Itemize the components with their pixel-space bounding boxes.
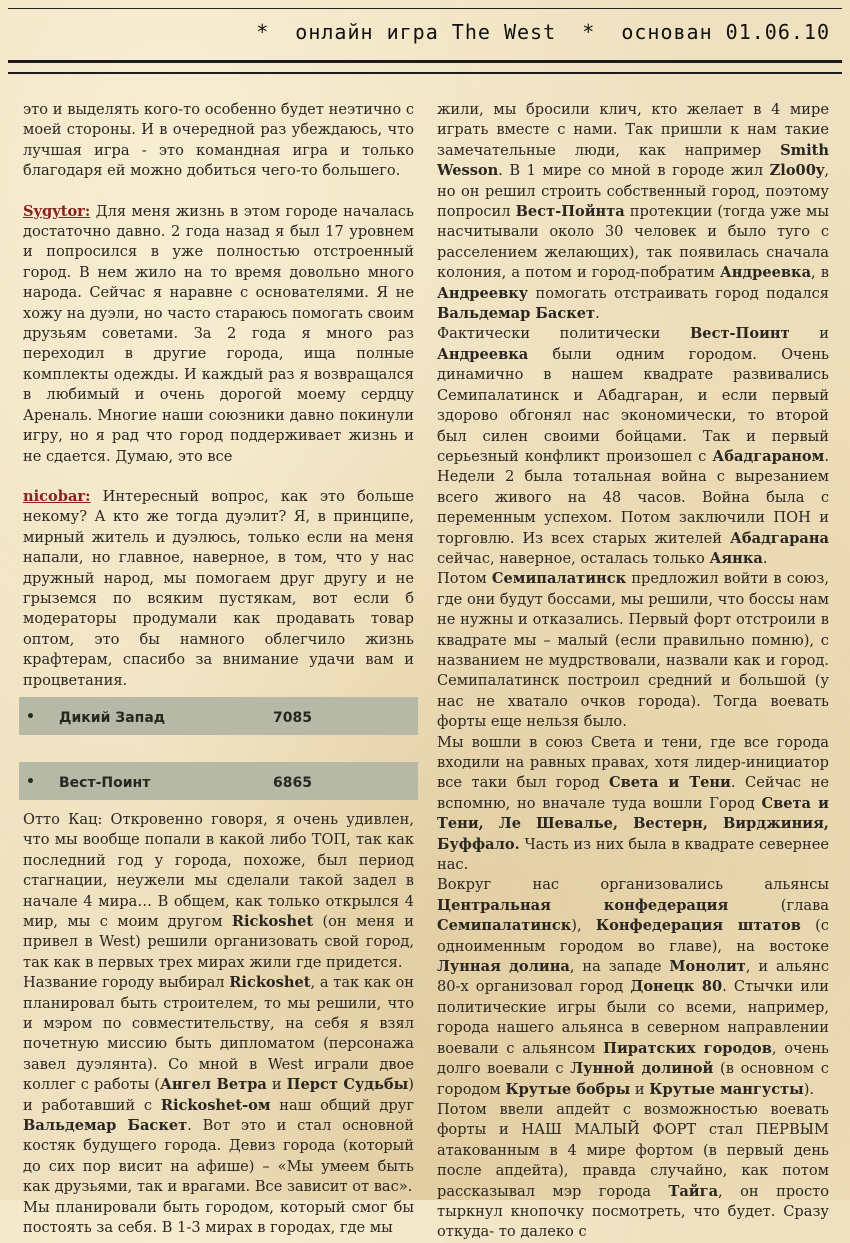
neighbors-paragraph: Вокруг нас организовались альянсы Центральная конфедерация (глава Семипалатинск), Конфедерация штатов (с одноименным городом во главе), на востоке Лунная долина, на западе Монолит, и альянс 80-х организовал город Донецк 80. Стычки или политические игры были со всеми, например, города нашего альянса в северном направлении воевали с альянсом Пиратских городов, очень долго воевали с Лунной долиной (в основном с городом Крутые бобры и Крутые мангусты). xyxy=(437,876,829,1098)
left-column xyxy=(23,100,414,1239)
politics-paragraph: Фактически политически Вест-Поинт и Андреевка были одним городом. Очень динамично в нашем квадрате развивались Семипалатинск и Абадгаран, и если первый здорово обгонял нас экономически, то второй был силен своими бойцами. Так и первый серьезный конфликт произошел с Абадгараном. Недели 2 была тотальная война с вырезанием всего живого на 48 часов. Война была с переменным успехом. Потом заключили ПОН и торговлю. Из всех старых жителей Абадгарана сейчас, наверное, осталась только Аянка. xyxy=(437,325,829,567)
page-header xyxy=(0,0,850,78)
ranking-town-name: Вест-Поинт xyxy=(59,774,151,791)
otto-paragraph: Отто Кац: Откровенно говоря, я очень удивлен, что мы вообще попали в какой либо ТОП, так как последний год у города, похоже, был период стагнации, неужели мы сделали такой задел в начале 4 мира… В общем, как только открылся 4 мир, мы с моим другом Rickoshet (он меня и привел в West) решили организовать свой город, так как в первых трех мирах жили где придется. xyxy=(23,810,414,971)
ranking-score: 7085 xyxy=(273,709,312,726)
naming-paragraph: Название городу выбирал Rickoshet, а так как он планировал быть строителем, то мы решили, что и мэром по совместительству, на себя я взял почетную миссию быть дипломатом (персонажа завел дуэлянта). Со мной в West играли двое коллег с работы (Ангел Ветра и Перст Судьбы) и работавший с Rickoshet-ом наш общий друг Вальдемар Баскет. Вот это и стал основной костяк будущего города. Девиз города (который до сих пор висит на афише) – «Мы умеем быть как друзьями, так и врагами. Все зависит от вас». xyxy=(23,974,414,1196)
header-top-rule xyxy=(8,8,842,9)
bullet-icon: • xyxy=(26,708,35,725)
alliance-paragraph: Мы вошли в союз Света и тени, где все города входили на равных правах, хотя лидер-инициатор все таки был город Света и Тени. Сейчас не вспомню, но вначале туда вошли Город Света и Тени, Ле Шевалье, Вестерн, Вирджиния, Буффало. Часть из них была в квадрате севернее нас. xyxy=(437,733,829,874)
header-thick-rule xyxy=(8,60,842,63)
header-bottom-rule xyxy=(8,72,842,74)
ranking-row xyxy=(19,697,418,735)
right-column xyxy=(437,100,829,1243)
ranking-town-name: Дикий Запад xyxy=(59,709,166,726)
nicobar-paragraph: nicobar: Интересный вопрос, как это больше некому? А кто же тогда дуэлит? Я, в принципе, мирный житель и дуэлюсь, только если на меня напали, но главное, наверное, в том, что у нас дружный народ, мы помогаем друг другу и не грыземся по всяким пустякам, вот если б модераторы продумали как продавать товар оптом, это бы намного облегчило жизнь крафтерам, спасибо за внимание удачи вам и процветания. xyxy=(23,487,414,689)
author-nick-sygytor[interactable]: Sygytor: xyxy=(23,202,91,220)
header-title: * онлайн игра The West * основан 01.06.10 xyxy=(256,20,830,44)
ranking-row xyxy=(19,762,418,800)
author-nick-nicobar[interactable]: nicobar: xyxy=(23,487,91,505)
intro-paragraph: это и выделять кого-то особенно будет неэтично с моей стороны. И в очередной раз убеждаюсь, что лучшая игра - это командная игра и только благодаря ей можно добиться чего-то большего. xyxy=(23,101,414,180)
fort-paragraph: Потом Семипалатинск предложил войти в союз, где они будут боссами, мы решили, что боссы нам не нужны и отказались. Первый форт отстроили в квадрате мы – малый (если правильно помню), с названием не мудрствовали, назвали как и город. Семипалатинск построил средний и большой (у нас не хватало очков города). Тогда воевать форты еще нельзя было. xyxy=(437,570,829,731)
recruit-paragraph: жили, мы бросили клич, кто желает в 4 мире играть вместе с нами. Так пришли к нам такие замечательные люди, как например Smith Wesson. В 1 мире со мной в городе жил Zlo00y, но он решил строить собственный город, поэтому попросил Вест-Пойнта протекции (тогда уже мы насчитывали около 30 человек и было туго с расселением желающих), так появилась сначала колония, а потом и город-побратим Андреевка, в Андреевку помогать отстраивать город подался Вальдемар Баскет. xyxy=(437,101,829,323)
bullet-icon: • xyxy=(26,773,35,790)
ranking-score: 6865 xyxy=(273,774,312,791)
plan-paragraph: Мы планировали быть городом, который смог бы постоять за себя. В 1-3 мирах в городах, где мы xyxy=(23,1198,414,1237)
update-paragraph: Потом ввели апдейт с возможностью воевать форты и НАШ МАЛЫЙ ФОРТ стал ПЕРВЫМ атакованным в 4 мире фортом (в первый день после апдейта), правда случайно, как потом рассказывал мэр города Тайга, он просто тыркнул кнопочку посмотреть, что будет. Сразу откуда- то далеко с xyxy=(437,1100,829,1241)
sygytor-paragraph: Sygytor: Для меня жизнь в этом городе началась достаточно давно. 2 года назад я был 17 уровнем и попросился в уже полностью отстроенный город. В нем жило на то время довольно много народа. Сейчас я наравне с основателями. Я не хожу на дуэли, но часто стараюсь помогать своим друзьям советами. За 2 года я много раз переходил в другие города, ища полные комплекты одежды. И каждый раз я возвращался в любимый и очень дорогой моему сердцу Ареналь. Многие наши союзники давно покинули игру, но я рад что город поддерживает жизнь и не сдается. Думаю, это все xyxy=(23,202,414,465)
